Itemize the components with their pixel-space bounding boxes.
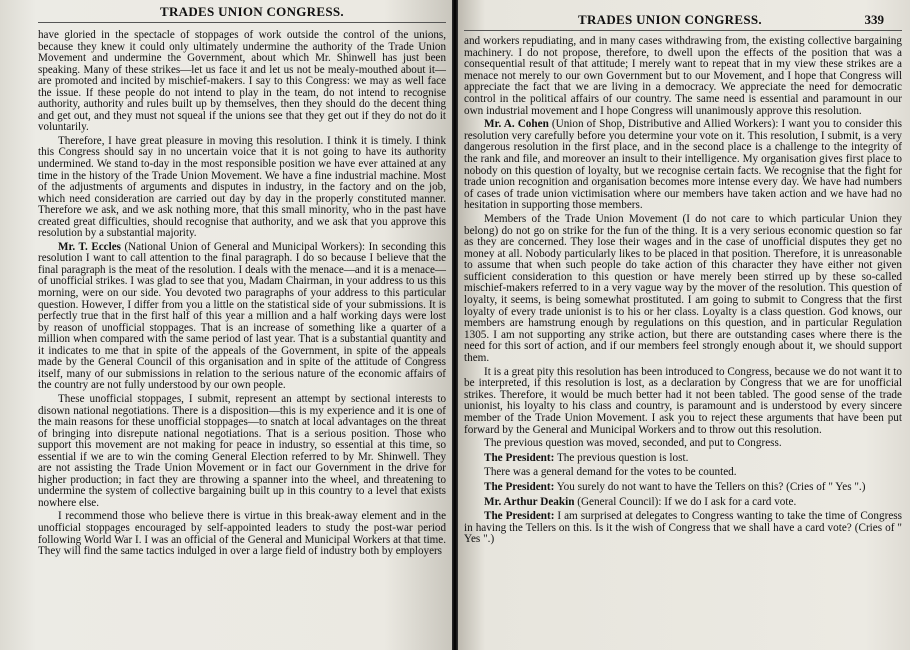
right-paragraph-3: Members of the Trade Union Movement (I do not care to which particular Union they belong) do not go on strike for the fun of the thing. It is a very serious economic question so far as they are concerned. They lose their wages and in the case of unofficial disputes they get no money at all. Nobody particularly likes to be placed in that position. Therefore, it is unreasonable to assume that when such people do take action of this character they have either not given sufficient consideration to this question or have merely been stirred up by these so-called mischief-makers referred to in a very vague way by the mover of the resolution. This question of loyalty, it seems, is being somewhat prostituted. I am going to submit to Congress that the first loyalty of every trade unionist is to his or her class. Loyalty is a class question. God knows, our members are hamstrung enough by regulations on this question, and in particular Regulation 1305. I am not supporting any strike action, but there are outstanding cases where there is the need for this sort of action, and if our members feel strongly enough about it, we should support them. [464, 212, 902, 365]
deakin-remark: Mr. Arthur Deakin (General Council): If we do I ask for a card vote. [484, 495, 797, 508]
left-paragraph-4: These unofficial stoppages, I submit, represent an attempt by sectional interests to disown national negotiations. There is a disposition—this is my experience and it is one of the main reasons for these unofficial stoppages—to snatch at local advantages on the threat of bringing into disrepute national negotiations. That is a serious position. Those who support this movement are not making for peace in industry, so essential at this time, so essential if we are to win the coming General Election referred to by Mr. Shinwell. They are not assisting the Trade Union Movement or in fact our Government in the drive for higher production; in fact they are throwing a spanner into the wheel, and threatening to undermine the system of collective bargaining built up in this country to a level that exists nowhere else. [38, 392, 446, 509]
right-header-rule [464, 30, 902, 31]
left-paragraph-5: I recommend those who believe there is virtue in this break-away element and in the unofficial stoppages encouraged by self-appointed leaders to study the post-war period following World War I. I was an official of the General and Municipal Workers at that time. They will find the same tactics indulged in over a large field of industry both by employers [38, 510, 446, 558]
president-remark-1: The President: The previous question is lost. [484, 451, 689, 464]
speaker-name: Mr. A. Cohen [484, 118, 549, 131]
president-remark-3: The President: I am surprised at delegates to Congress wanting to take the time of Congress in having the Tellers on this. Is it the wish of Congress that we shall have a card vote? (Cries of " Yes ".) [464, 510, 902, 546]
left-paragraph-1: have gloried in the spectacle of stoppages of work outside the control of the unions, because they knew it could only ultimately undermine the authority of the Trade Union Movement and undermine the Government, about which Mr. Shinwell has just been speaking. Many of these strikes—let us face it and let us not be mealy-mouthed about it—are promoted and incited by mischief-makers. I say to this Congress: we may as well face the issue. If these people do not intend to play in the team, do not intend to recognise authority, authority and rules built up by themselves, then they should do the decent thing and get out, and they must not squeal if the unions see that they get out if they do not do it voluntarily. [38, 29, 446, 134]
left-page [0, 0, 452, 650]
right-running-header: TRADES UNION CONGRESS. [578, 12, 762, 27]
left-page-text [38, 30, 446, 558]
proceedings-note-2: There was a general demand for the votes to be counted. [484, 466, 737, 479]
proceedings-note-1: The previous question was moved, seconded, and put to Congress. [484, 437, 782, 450]
speaker-name: The President: [484, 510, 555, 523]
left-header-rule [38, 22, 446, 23]
right-paragraph-2: Mr. A. Cohen (Union of Shop, Distributive and Allied Workers): I want you to consider this resolution very carefully before you determine your vote on it. This resolution, I submit, is a very dangerous resolution in the first place, and in the second place is a challenge to the integrity of the rank and file, and moreover an insult to their intelligence. My organisation gives first place to nobody on this question of loyalty, but we recognise certain facts. We recognise that the fight for trade union recognition and organisation becomes more intense every day. We have had numbers of cases of trade union victimisation where our members have taken action and we have had no hesitation in supporting those members. [464, 118, 902, 212]
speaker-name: The President: [484, 480, 555, 493]
right-paragraph-1: and workers repudiating, and in many cases withdrawing from, the existing collective bargaining machinery. I do not propose, therefore, to dwell upon the effects of the position that was a consequential result of that attitude; I merely want to repeat that in my view these strikes are a menace not merely to our own Government but to our Movement, and I hope that Congress will appreciate the fact that we are living in a democracy. We appreciate the need for democratic control in the political affairs of our country. The same need is essential and paramount in our own industrial movement and I hope Congress will unanimously approve this resolution. [464, 35, 902, 117]
right-page-text [464, 36, 902, 546]
speaker-name: Mr. Arthur Deakin [484, 495, 575, 508]
page-number: 339 [864, 12, 884, 27]
left-paragraph-2: Therefore, I have great pleasure in moving this resolution. I think it is timely. I think this Congress should say in no uncertain voice that it is not going to have its authority undermined. We stand to-day in the most responsible position we have ever attained at any time in the history of the Trade Union Movement. We have a fine industrial machine. Most of the adjustments of arguments and disputes in industry, in the factory and on the job, which need consideration are carried out day by day in the properly constituted manner. Therefore we ask, and we ask nothing more, that this small minority, who in the past have created great difficulties, should recognise that authority, and we ask that you approve this resolution by a substantial majority. [38, 134, 446, 240]
left-running-header: TRADES UNION CONGRESS. [160, 4, 344, 19]
president-remark-2: The President: You surely do not want to have the Tellers on this? (Cries of " Yes ".) [484, 480, 866, 493]
speaker-name: The President: [484, 451, 555, 464]
right-paragraph-4: It is a great pity this resolution has been introduced to Congress, because we do not want it to be interpreted, if this resolution is lost, as a declaration by Congress that we are for unofficial strikes. Therefore, it would be much better had it not been tabled. The good sense of the trade unionist, his loyalty to his class and country, is paramount and is understood by every sincere member of the Trade Union Movement. I ask you to reject these arguments that have been put forward by the General and Municipal Workers and to throw out this resolution. [464, 365, 902, 436]
right-page [458, 0, 910, 650]
left-paragraph-3: Mr. T. Eccles (National Union of General and Municipal Workers): In seconding this resolution I want to call attention to the final paragraph. I do so because I believe that the final paragraph is the meat of the resolution. I deals with the menace—and it is a menace—of unofficial strikes. I was glad to see that you, Madam Chairman, in your address to us this morning, were on our side. You devoted two paragraphs of your address to this particular question. However, I differ from you a little on the statistical side of your submissions. It is perfectly true that in the first half of this year a million and a half working days were lost by reason of unofficial stoppages. That is an increase of something like a quarter of a million when compared with the same period of last year. That is a substantial quantity and it indicates to me that in spite of the appeals of the Government, in spite of the appeals made by the General Council of this organisation and in spite of the attitude of Congress itself, many of our submissions in relation to the serious nature of the economic affairs of the country are not fully understood by our own people. [38, 240, 446, 392]
speaker-name: Mr. T. Eccles [58, 240, 121, 253]
